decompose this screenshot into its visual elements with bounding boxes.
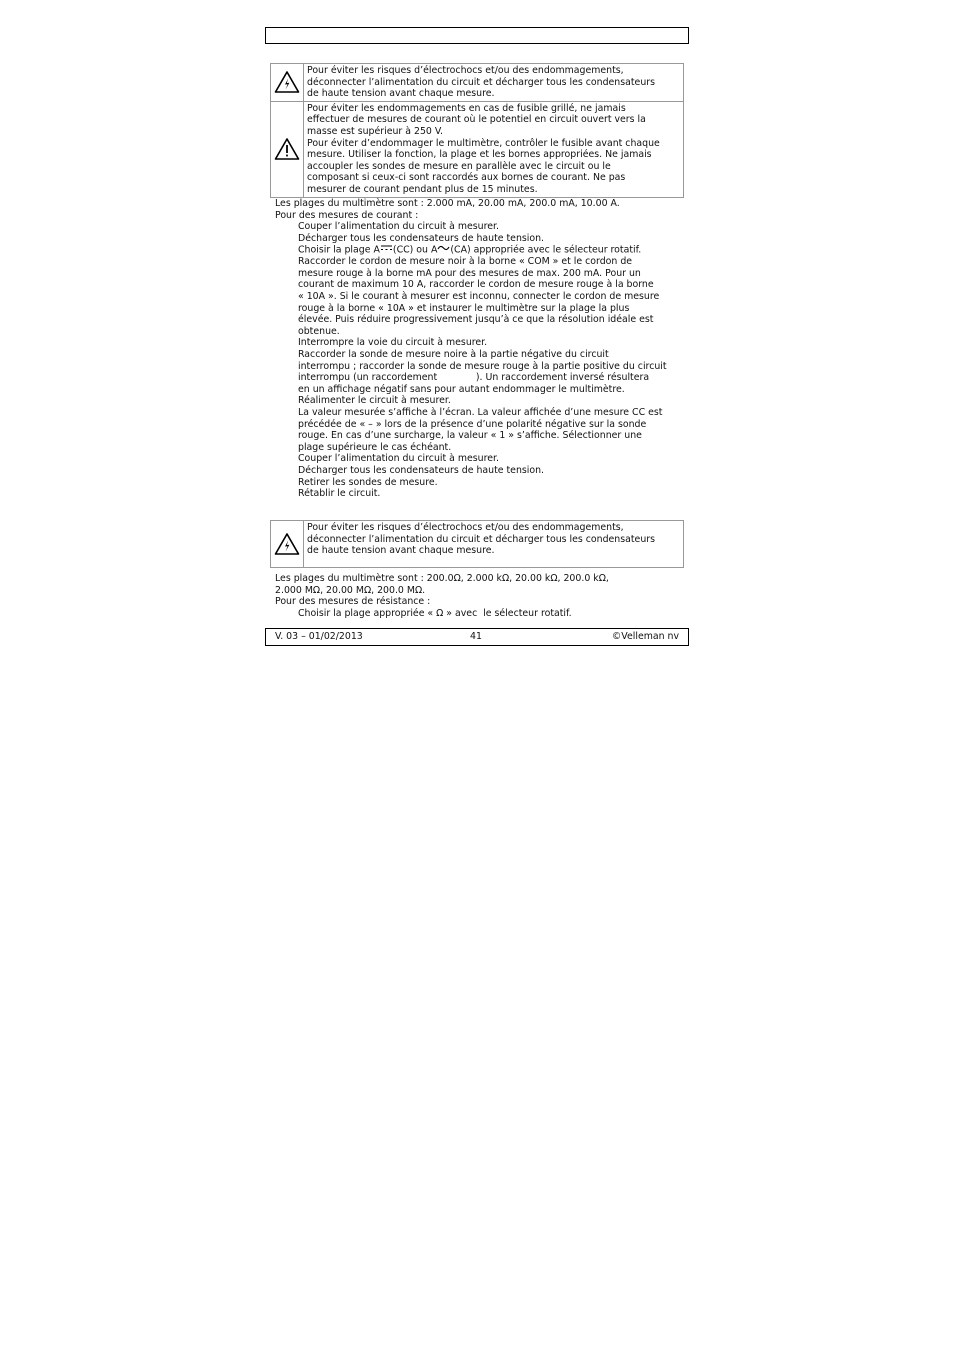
text-line: composant si ceux-ci sont raccordés aux bornes de courant. Ne pas: [307, 172, 626, 184]
warning-text-shock: [304, 521, 684, 568]
warning-text-caution: [304, 101, 684, 197]
text-line: effectuer de mesures de courant où le potentiel en circuit ouvert vers la: [307, 114, 646, 126]
caution-exclamation-icon: [271, 137, 303, 161]
resistance-ranges: 2.000 MΩ, 20.00 MΩ, 200.0 MΩ.: [275, 584, 426, 596]
step-line: Couper l’alimentation du circuit à mesurer.: [298, 453, 499, 465]
step-line: courant de maximum 10 A, raccorder le cordon de mesure rouge à la borne: [298, 279, 654, 291]
step-line: en un affichage négatif sans pour autant endommager le multimètre.: [298, 383, 625, 395]
page-header-box: [265, 27, 689, 44]
text-line: de haute tension avant chaque mesure.: [307, 545, 495, 557]
text-line: de haute tension avant chaque mesure.: [307, 88, 495, 100]
footer-copyright: ©Velleman nv: [611, 631, 679, 642]
step-line-range: [298, 244, 685, 256]
current-warning-table: [270, 63, 684, 198]
text-line: Pour éviter d’endommager le multimètre, contrôler le fusible avant chaque: [307, 137, 660, 149]
page-footer: [265, 628, 689, 646]
current-steps: [275, 221, 685, 500]
step-line: Décharger tous les condensateurs de haute tension.: [298, 232, 545, 244]
step-line: Retirer les sondes de mesure.: [298, 476, 438, 488]
electric-shock-warning-icon: [271, 70, 303, 94]
footer-page-number: 41: [470, 631, 482, 642]
resistance-intro: Pour des mesures de résistance :: [275, 596, 431, 608]
warning-icon-cell: [271, 101, 304, 197]
warning-row-shock: [271, 64, 684, 102]
dc-symbol-icon: [380, 244, 393, 256]
step-line: rouge à la borne « 10A » et instaurer le multimètre sur la plage la plus: [298, 302, 630, 314]
step-line: Choisir la plage appropriée « Ω » avec le sélecteur rotatif.: [298, 607, 572, 619]
warning-row-shock: [271, 521, 684, 568]
current-section: [275, 198, 685, 500]
step-line: interrompu ; raccorder la sonde de mesure rouge à la partie positive du circuit: [298, 360, 667, 372]
step-line: obtenue.: [298, 325, 340, 337]
step-line: Rétablir le circuit.: [298, 488, 381, 500]
warning-row-caution: [271, 101, 684, 197]
step-line: précédée de « – » lors de la présence d’une polarité négative sur la sonde: [298, 418, 647, 430]
current-ranges: Les plages du multimètre sont : 2.000 mA, 20.00 mA, 200.0 mA, 10.00 A.: [275, 198, 620, 209]
step-line: plage supérieure le cas échéant.: [298, 441, 452, 453]
text-line: masse est supérieur à 250 V.: [307, 125, 444, 137]
warning-text-shock: [304, 64, 684, 102]
text-line: mesurer de courant pendant plus de 15 minutes.: [307, 183, 538, 195]
current-intro: Pour des mesures de courant :: [275, 209, 419, 221]
ac-symbol-icon: [437, 244, 450, 256]
text-line: Pour éviter les risques d’électrochocs et/ou des endommagements,: [307, 522, 624, 533]
text-line: mesure. Utiliser la fonction, la plage et les bornes appropriées. Ne jamais: [307, 149, 652, 161]
text-line: Pour éviter les risques d’électrochocs et/ou des endommagements,: [307, 65, 624, 76]
step-line: rouge. En cas d’une surcharge, la valeur « 1 » s’affiche. Sélectionner une: [298, 430, 642, 442]
step-text: (CA) appropriée avec le sélecteur rotatif.: [450, 244, 642, 256]
step-line: Raccorder le cordon de mesure noir à la borne « COM » et le cordon de: [298, 256, 633, 268]
text-line: déconnecter l’alimentation du circuit et décharger tous les condensateurs: [307, 76, 655, 88]
resistance-section: [275, 573, 685, 619]
footer-version: V. 03 – 01/02/2013: [275, 631, 363, 642]
step-line: Interrompre la voie du circuit à mesurer.: [298, 337, 488, 349]
electric-shock-warning-icon: [271, 532, 303, 556]
step-line: La valeur mesurée s’affiche à l’écran. La valeur affichée d’une mesure CC est: [298, 406, 663, 418]
step-text: (CC) ou A: [392, 244, 438, 256]
resistance-steps: [275, 608, 685, 620]
step-line: Décharger tous les condensateurs de haute tension.: [298, 464, 545, 476]
text-line: déconnecter l’alimentation du circuit et décharger tous les condensateurs: [307, 533, 655, 545]
step-line: « 10A ». Si le courant à mesurer est inconnu, connecter le cordon de mesure: [298, 291, 660, 303]
text-line: Pour éviter les endommagements en cas de fusible grillé, ne jamais: [307, 102, 626, 114]
warning-icon-cell: [271, 521, 304, 568]
step-line: mesure rouge à la borne mA pour des mesures de max. 200 mA. Pour un: [298, 267, 641, 279]
warning-icon-cell: [271, 64, 304, 102]
text-line: accoupler les sondes de mesure en parallèle avec le circuit ou le: [307, 160, 611, 172]
resistance-warning-table: [270, 520, 684, 568]
step-line: Raccorder la sonde de mesure noire à la partie négative du circuit: [298, 349, 609, 361]
resistance-ranges: Les plages du multimètre sont : 200.0Ω, 2.000 kΩ, 20.00 kΩ, 200.0 kΩ,: [275, 573, 609, 584]
step-line: interrompu (un raccordement ). Un raccordement inversé résultera: [298, 372, 650, 384]
step-line: élevée. Puis réduire progressivement jusqu’à ce que la résolution idéale est: [298, 314, 654, 326]
step-line: Réalimenter le circuit à mesurer.: [298, 395, 451, 407]
step-text: Choisir la plage A: [298, 244, 380, 256]
step-line: Couper l’alimentation du circuit à mesurer.: [298, 221, 499, 233]
